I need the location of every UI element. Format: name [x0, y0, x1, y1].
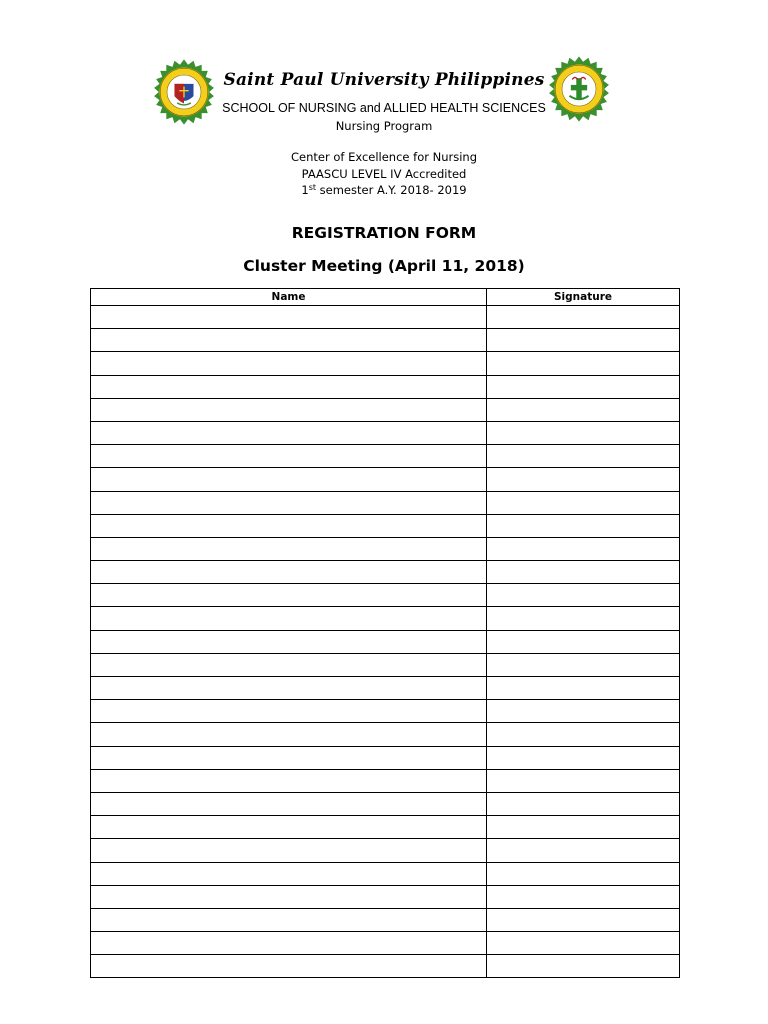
signature-cell[interactable]	[487, 723, 680, 746]
name-cell[interactable]	[91, 584, 487, 607]
table-row	[91, 677, 680, 700]
university-seal-logo	[150, 58, 218, 126]
signature-cell[interactable]	[487, 584, 680, 607]
name-cell[interactable]	[91, 792, 487, 815]
signature-cell[interactable]	[487, 677, 680, 700]
signature-cell[interactable]	[487, 514, 680, 537]
name-cell[interactable]	[91, 352, 487, 375]
name-cell[interactable]	[91, 445, 487, 468]
name-cell[interactable]	[91, 932, 487, 955]
table-row	[91, 537, 680, 560]
name-cell[interactable]	[91, 398, 487, 421]
semester-line	[0, 183, 768, 197]
registration-rows	[91, 306, 680, 978]
table-row	[91, 816, 680, 839]
signature-cell[interactable]	[487, 769, 680, 792]
table-row	[91, 445, 680, 468]
name-cell[interactable]	[91, 746, 487, 769]
name-cell[interactable]	[91, 306, 487, 329]
signature-cell[interactable]	[487, 792, 680, 815]
name-cell[interactable]	[91, 955, 487, 978]
table-row	[91, 491, 680, 514]
signature-cell[interactable]	[487, 468, 680, 491]
name-cell[interactable]	[91, 561, 487, 584]
signature-cell[interactable]	[487, 561, 680, 584]
signature-cell[interactable]	[487, 932, 680, 955]
table-row	[91, 862, 680, 885]
signature-cell[interactable]	[487, 375, 680, 398]
table-row	[91, 630, 680, 653]
name-column-header: Name	[91, 289, 487, 306]
signature-cell[interactable]	[487, 816, 680, 839]
signature-cell[interactable]	[487, 862, 680, 885]
name-cell[interactable]	[91, 468, 487, 491]
school-name: SCHOOL OF NURSING and ALLIED HEALTH SCIENCES	[222, 101, 546, 115]
table-row	[91, 792, 680, 815]
table-row	[91, 375, 680, 398]
signature-cell[interactable]	[487, 306, 680, 329]
signature-cell[interactable]	[487, 398, 680, 421]
signature-cell[interactable]	[487, 630, 680, 653]
name-cell[interactable]	[91, 514, 487, 537]
table-row	[91, 700, 680, 723]
signature-cell[interactable]	[487, 421, 680, 444]
signature-cell[interactable]	[487, 839, 680, 862]
name-cell[interactable]	[91, 677, 487, 700]
name-cell[interactable]	[91, 375, 487, 398]
table-row	[91, 723, 680, 746]
table-row	[91, 607, 680, 630]
table-row	[91, 932, 680, 955]
signature-cell[interactable]	[487, 885, 680, 908]
table-row	[91, 885, 680, 908]
name-cell[interactable]	[91, 537, 487, 560]
table-row	[91, 653, 680, 676]
table-header-row	[91, 289, 680, 306]
signature-cell[interactable]	[487, 445, 680, 468]
table-row	[91, 329, 680, 352]
name-cell[interactable]	[91, 630, 487, 653]
signature-cell[interactable]	[487, 746, 680, 769]
signature-cell[interactable]	[487, 537, 680, 560]
name-cell[interactable]	[91, 607, 487, 630]
table-row	[91, 468, 680, 491]
table-row	[91, 955, 680, 978]
table-row	[91, 398, 680, 421]
signature-cell[interactable]	[487, 955, 680, 978]
name-cell[interactable]	[91, 700, 487, 723]
semester-suffix: st	[308, 183, 316, 192]
signature-cell[interactable]	[487, 908, 680, 931]
name-cell[interactable]	[91, 908, 487, 931]
table-row	[91, 421, 680, 444]
name-cell[interactable]	[91, 491, 487, 514]
table-row	[91, 306, 680, 329]
signature-cell[interactable]	[487, 700, 680, 723]
accreditation-line-1: Center of Excellence for Nursing	[290, 150, 478, 164]
name-cell[interactable]	[91, 816, 487, 839]
table-row	[91, 746, 680, 769]
registration-table	[90, 288, 680, 978]
semester-text: semester A.Y. 2018- 2019	[316, 183, 467, 197]
signature-cell[interactable]	[487, 653, 680, 676]
university-name: Saint Paul University Philippines	[223, 70, 545, 90]
name-cell[interactable]	[91, 421, 487, 444]
accreditation-line-2: PAASCU LEVEL IV Accredited	[301, 167, 467, 181]
table-row	[91, 584, 680, 607]
name-cell[interactable]	[91, 723, 487, 746]
table-row	[91, 769, 680, 792]
name-cell[interactable]	[91, 769, 487, 792]
name-cell[interactable]	[91, 329, 487, 352]
semester-number: 1	[301, 183, 309, 197]
event-title: Cluster Meeting (April 11, 2018)	[243, 257, 525, 275]
name-cell[interactable]	[91, 862, 487, 885]
signature-column-header: Signature	[487, 289, 680, 306]
table-row	[91, 514, 680, 537]
signature-cell[interactable]	[487, 491, 680, 514]
signature-cell[interactable]	[487, 352, 680, 375]
name-cell[interactable]	[91, 653, 487, 676]
name-cell[interactable]	[91, 839, 487, 862]
table-row	[91, 839, 680, 862]
table-row	[91, 561, 680, 584]
form-title: REGISTRATION FORM	[291, 224, 477, 242]
signature-cell[interactable]	[487, 607, 680, 630]
table-row	[91, 908, 680, 931]
table-row	[91, 352, 680, 375]
program-name: Nursing Program	[335, 119, 433, 133]
name-cell[interactable]	[91, 885, 487, 908]
signature-cell[interactable]	[487, 329, 680, 352]
